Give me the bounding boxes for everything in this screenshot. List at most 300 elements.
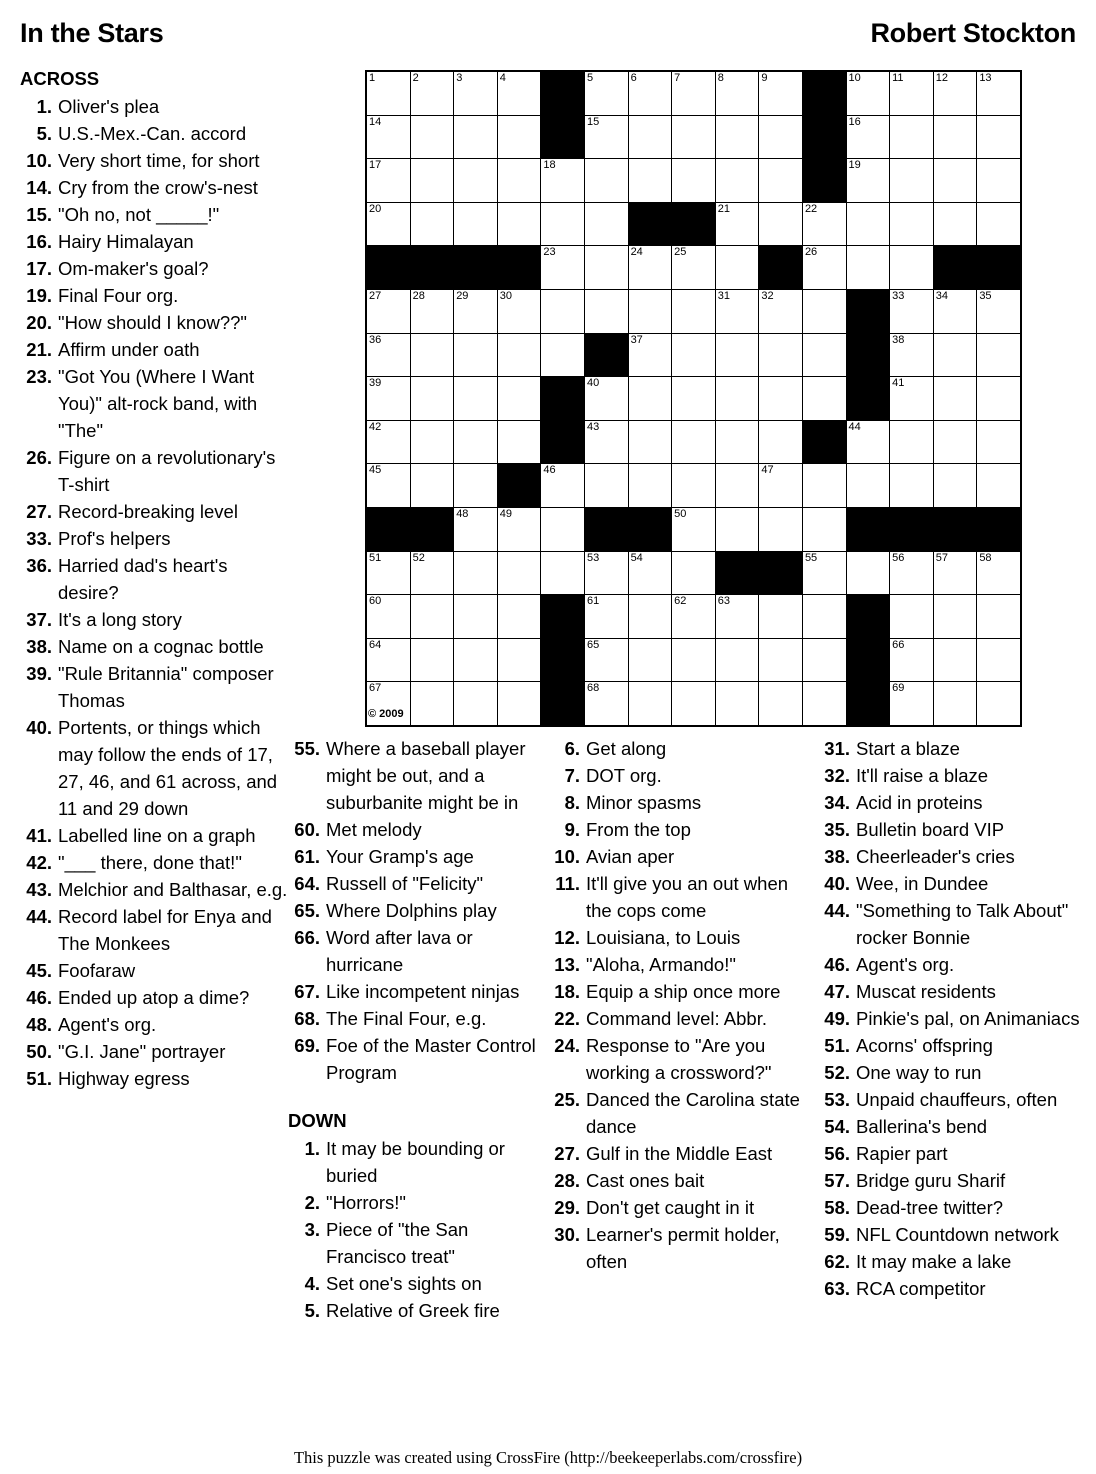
grid-cell[interactable]	[584, 420, 628, 464]
grid-cell[interactable]	[933, 682, 977, 726]
grid-cell[interactable]	[454, 551, 498, 595]
clue-number: 61.	[294, 846, 320, 867]
grid-cell[interactable]	[759, 333, 803, 377]
grid-cell[interactable]	[715, 377, 759, 421]
grid-cell[interactable]	[584, 289, 628, 333]
clue-item[interactable]	[288, 735, 536, 816]
grid-cell[interactable]	[454, 595, 498, 639]
grid-cell[interactable]	[846, 159, 890, 203]
clue-item[interactable]	[548, 789, 800, 816]
clue-item[interactable]	[20, 255, 288, 282]
grid-cell[interactable]	[715, 289, 759, 333]
clue-item[interactable]	[288, 1135, 536, 1189]
grid-cell[interactable]	[628, 551, 672, 595]
grid-cell[interactable]	[890, 595, 934, 639]
grid-cell[interactable]	[628, 333, 672, 377]
grid-cell[interactable]	[628, 71, 672, 115]
grid-cell[interactable]	[890, 71, 934, 115]
grid-cell[interactable]	[454, 420, 498, 464]
clue-item[interactable]	[20, 498, 288, 525]
grid-block-cell	[846, 595, 890, 639]
grid-cell[interactable]	[933, 202, 977, 246]
grid-cell[interactable]	[977, 420, 1021, 464]
grid-cell[interactable]	[454, 333, 498, 377]
clue-item[interactable]	[548, 762, 800, 789]
grid-cell[interactable]	[497, 159, 541, 203]
grid-cell[interactable]	[497, 333, 541, 377]
clue-item[interactable]	[818, 762, 1080, 789]
grid-table[interactable]	[365, 70, 1022, 727]
grid-cell[interactable]	[410, 595, 454, 639]
clue-item[interactable]	[548, 951, 800, 978]
clue-item[interactable]	[818, 1086, 1080, 1113]
grid-cell[interactable]	[715, 595, 759, 639]
grid-cell[interactable]	[977, 682, 1021, 726]
grid-cell[interactable]	[890, 333, 934, 377]
clue-item[interactable]	[288, 1005, 536, 1032]
grid-cell[interactable]	[366, 377, 410, 421]
grid-cell[interactable]	[410, 159, 454, 203]
grid-cell[interactable]	[584, 246, 628, 290]
grid-cell[interactable]	[497, 595, 541, 639]
grid-cell[interactable]	[672, 377, 716, 421]
across-clue-list	[20, 93, 288, 1092]
clue-item[interactable]	[20, 525, 288, 552]
clue-item[interactable]	[288, 1216, 536, 1270]
grid-cell[interactable]	[846, 71, 890, 115]
grid-cell[interactable]	[759, 638, 803, 682]
grid-cell[interactable]	[977, 638, 1021, 682]
clue-text: Unpaid chauffeurs, often	[856, 1089, 1058, 1110]
grid-cell[interactable]	[410, 333, 454, 377]
grid-cell[interactable]	[759, 289, 803, 333]
grid-block-cell	[410, 507, 454, 551]
grid-cell[interactable]	[366, 289, 410, 333]
grid-cell[interactable]	[497, 551, 541, 595]
clue-item[interactable]	[288, 978, 536, 1005]
grid-cell[interactable]	[366, 71, 410, 115]
puzzle-author: Robert Stockton	[870, 18, 1076, 48]
clue-item[interactable]	[288, 870, 536, 897]
grid-cell[interactable]	[846, 551, 890, 595]
clue-item[interactable]	[20, 660, 288, 714]
grid-cell[interactable]	[410, 377, 454, 421]
grid-cell[interactable]	[410, 464, 454, 508]
grid-cell[interactable]	[366, 420, 410, 464]
grid-cell[interactable]	[410, 638, 454, 682]
grid-cell[interactable]	[497, 71, 541, 115]
clue-item[interactable]	[20, 444, 288, 498]
grid-cell[interactable]	[497, 638, 541, 682]
grid-cell[interactable]	[715, 464, 759, 508]
grid-cell[interactable]	[759, 159, 803, 203]
grid-block-cell	[541, 377, 585, 421]
clue-item[interactable]	[818, 816, 1080, 843]
grid-cell[interactable]	[890, 464, 934, 508]
grid-cell[interactable]	[628, 420, 672, 464]
grid-cell[interactable]	[410, 682, 454, 726]
grid-cell[interactable]	[584, 595, 628, 639]
clue-item[interactable]	[818, 1221, 1080, 1248]
grid-cell[interactable]	[541, 507, 585, 551]
grid-cell[interactable]	[715, 159, 759, 203]
clue-item[interactable]	[20, 228, 288, 255]
grid-cell[interactable]	[497, 289, 541, 333]
clue-item[interactable]	[548, 735, 800, 762]
grid-cell[interactable]	[497, 202, 541, 246]
grid-cell[interactable]	[977, 202, 1021, 246]
clue-item[interactable]	[548, 1140, 800, 1167]
grid-cell[interactable]	[715, 638, 759, 682]
grid-cell[interactable]	[541, 464, 585, 508]
grid-cell[interactable]	[541, 202, 585, 246]
grid-cell[interactable]	[541, 159, 585, 203]
grid-cell[interactable]	[933, 551, 977, 595]
grid-cell[interactable]	[802, 202, 846, 246]
grid-cell[interactable]	[584, 551, 628, 595]
grid-cell[interactable]	[366, 595, 410, 639]
grid-cell[interactable]	[846, 420, 890, 464]
grid-cell[interactable]	[802, 682, 846, 726]
clue-item[interactable]	[20, 1065, 288, 1092]
grid-cell-number: 41	[892, 377, 905, 390]
clue-item[interactable]	[20, 93, 288, 120]
grid-cell[interactable]	[933, 595, 977, 639]
grid-cell[interactable]	[672, 638, 716, 682]
clue-item[interactable]	[288, 1032, 536, 1086]
clue-item[interactable]	[818, 843, 1080, 870]
grid-block-cell	[497, 464, 541, 508]
grid-cell[interactable]	[454, 202, 498, 246]
grid-cell[interactable]	[628, 595, 672, 639]
grid-cell[interactable]	[584, 159, 628, 203]
grid-cell[interactable]	[672, 682, 716, 726]
grid-cell[interactable]	[454, 507, 498, 551]
grid-row	[366, 551, 1021, 595]
grid-cell[interactable]	[933, 638, 977, 682]
clue-item[interactable]	[818, 1032, 1080, 1059]
grid-cell[interactable]	[715, 333, 759, 377]
grid-cell[interactable]	[759, 507, 803, 551]
clue-item[interactable]	[818, 951, 1080, 978]
grid-cell[interactable]	[933, 115, 977, 159]
grid-cell[interactable]	[366, 551, 410, 595]
clue-item[interactable]	[20, 147, 288, 174]
clue-number: 42.	[26, 852, 52, 873]
grid-cell-number: 2	[412, 72, 419, 84]
clue-item[interactable]	[288, 897, 536, 924]
grid-cell[interactable]	[584, 115, 628, 159]
grid-cell[interactable]	[672, 71, 716, 115]
clue-number: 10.	[26, 150, 52, 171]
grid-cell[interactable]	[672, 333, 716, 377]
grid-cell[interactable]	[802, 638, 846, 682]
grid-cell[interactable]	[628, 246, 672, 290]
clue-item[interactable]	[288, 816, 536, 843]
clue-text: Ended up atop a dime?	[58, 987, 250, 1008]
grid-cell[interactable]	[584, 464, 628, 508]
grid-cell[interactable]	[890, 246, 934, 290]
clue-item[interactable]	[20, 552, 288, 606]
clue-number: 45.	[26, 960, 52, 981]
clue-item[interactable]	[548, 816, 800, 843]
clue-item[interactable]	[288, 1297, 536, 1324]
clue-item[interactable]	[818, 1194, 1080, 1221]
clue-item[interactable]	[818, 978, 1080, 1005]
clue-number: 40.	[824, 873, 850, 894]
grid-cell[interactable]	[584, 682, 628, 726]
grid-cell[interactable]	[497, 420, 541, 464]
grid-cell-number: 54	[630, 551, 643, 564]
clue-item[interactable]	[548, 924, 800, 951]
clue-item[interactable]	[818, 897, 1080, 951]
grid-cell[interactable]	[802, 289, 846, 333]
grid-cell[interactable]	[977, 333, 1021, 377]
grid-cell[interactable]	[628, 159, 672, 203]
clue-item[interactable]	[818, 870, 1080, 897]
clue-item[interactable]	[288, 843, 536, 870]
clue-item[interactable]	[548, 1032, 800, 1086]
grid-cell[interactable]	[410, 289, 454, 333]
grid-cell[interactable]	[454, 71, 498, 115]
clue-item[interactable]	[20, 984, 288, 1011]
grid-cell[interactable]	[759, 595, 803, 639]
grid-cell[interactable]	[715, 420, 759, 464]
grid-cell[interactable]	[366, 115, 410, 159]
clue-item[interactable]	[548, 1005, 800, 1032]
clue-number: 33.	[26, 528, 52, 549]
grid-cell[interactable]	[977, 551, 1021, 595]
clue-item[interactable]	[20, 120, 288, 147]
grid-cell[interactable]	[410, 551, 454, 595]
grid-cell[interactable]	[846, 202, 890, 246]
grid-cell[interactable]	[802, 551, 846, 595]
grid-cell[interactable]	[497, 507, 541, 551]
grid-cell[interactable]	[366, 464, 410, 508]
clue-text: Response to "Are you working a crossword?"	[586, 1035, 772, 1083]
grid-cell[interactable]	[715, 202, 759, 246]
clue-item[interactable]	[288, 1270, 536, 1297]
clue-item[interactable]	[288, 924, 536, 978]
grid-cell[interactable]	[410, 115, 454, 159]
clue-item[interactable]	[20, 309, 288, 336]
grid-cell[interactable]	[628, 464, 672, 508]
grid-cell[interactable]	[890, 551, 934, 595]
grid-cell[interactable]	[541, 333, 585, 377]
grid-cell[interactable]	[933, 71, 977, 115]
grid-block-cell	[977, 246, 1021, 290]
grid-cell[interactable]	[933, 159, 977, 203]
clue-item[interactable]	[548, 1086, 800, 1140]
grid-cell[interactable]	[759, 377, 803, 421]
grid-cell[interactable]	[672, 464, 716, 508]
grid-cell[interactable]	[933, 420, 977, 464]
grid-cell[interactable]	[759, 420, 803, 464]
grid-cell[interactable]	[584, 202, 628, 246]
grid-cell[interactable]	[541, 289, 585, 333]
clue-item[interactable]	[818, 1248, 1080, 1275]
grid-cell[interactable]	[584, 638, 628, 682]
grid-cell[interactable]	[672, 551, 716, 595]
clue-item[interactable]	[20, 876, 288, 903]
grid-cell[interactable]	[454, 638, 498, 682]
grid-cell[interactable]	[977, 115, 1021, 159]
grid-cell[interactable]	[759, 202, 803, 246]
grid-cell-number: 63	[717, 595, 730, 608]
grid-cell[interactable]	[366, 159, 410, 203]
clue-item[interactable]	[548, 843, 800, 870]
grid-cell[interactable]	[933, 333, 977, 377]
clue-item[interactable]	[20, 282, 288, 309]
grid-row	[366, 159, 1021, 203]
grid-cell[interactable]	[890, 289, 934, 333]
grid-cell[interactable]	[454, 377, 498, 421]
clue-text: It may make a lake	[856, 1251, 1012, 1272]
grid-cell[interactable]	[672, 115, 716, 159]
grid-cell[interactable]	[584, 377, 628, 421]
clue-item[interactable]	[20, 606, 288, 633]
clue-item[interactable]	[818, 1140, 1080, 1167]
grid-cell[interactable]	[672, 420, 716, 464]
clue-item[interactable]	[548, 978, 800, 1005]
clue-item[interactable]	[20, 633, 288, 660]
grid-cell[interactable]	[497, 115, 541, 159]
grid-cell[interactable]	[410, 202, 454, 246]
grid-cell[interactable]	[802, 595, 846, 639]
grid-cell[interactable]	[802, 464, 846, 508]
grid-cell[interactable]	[672, 507, 716, 551]
grid-cell[interactable]	[454, 682, 498, 726]
clue-item[interactable]	[818, 1275, 1080, 1302]
clue-item[interactable]	[818, 1113, 1080, 1140]
grid-cell[interactable]	[541, 551, 585, 595]
grid-cell[interactable]	[366, 638, 410, 682]
grid-cell[interactable]	[802, 507, 846, 551]
clue-item[interactable]	[20, 201, 288, 228]
grid-cell[interactable]	[890, 377, 934, 421]
grid-cell[interactable]	[759, 71, 803, 115]
grid-cell[interactable]	[410, 420, 454, 464]
grid-cell[interactable]	[977, 71, 1021, 115]
grid-cell[interactable]	[933, 289, 977, 333]
crossword-grid[interactable]	[365, 70, 1022, 727]
grid-cell[interactable]	[672, 595, 716, 639]
grid-block-cell	[541, 682, 585, 726]
clue-item[interactable]	[20, 174, 288, 201]
grid-cell[interactable]	[890, 115, 934, 159]
grid-row	[366, 420, 1021, 464]
clue-item[interactable]	[20, 1011, 288, 1038]
clue-item[interactable]	[818, 1005, 1080, 1032]
grid-cell[interactable]	[846, 246, 890, 290]
grid-cell[interactable]	[977, 377, 1021, 421]
clue-item[interactable]	[548, 1221, 800, 1275]
grid-cell[interactable]	[933, 464, 977, 508]
grid-cell[interactable]	[497, 377, 541, 421]
grid-cell[interactable]	[366, 202, 410, 246]
clue-text: Where Dolphins play	[326, 900, 497, 921]
clue-item[interactable]	[818, 1059, 1080, 1086]
grid-cell[interactable]	[846, 464, 890, 508]
grid-cell[interactable]	[802, 377, 846, 421]
clue-item[interactable]	[20, 336, 288, 363]
grid-cell[interactable]	[672, 289, 716, 333]
down-clues-column-2	[548, 735, 800, 1275]
grid-cell[interactable]	[759, 464, 803, 508]
clue-number: 3.	[304, 1219, 320, 1240]
grid-cell[interactable]	[497, 682, 541, 726]
grid-cell[interactable]	[628, 638, 672, 682]
clue-item[interactable]	[288, 1189, 536, 1216]
grid-cell[interactable]	[454, 289, 498, 333]
grid-cell[interactable]	[628, 682, 672, 726]
grid-cell[interactable]	[715, 115, 759, 159]
grid-cell[interactable]	[977, 289, 1021, 333]
grid-cell[interactable]	[672, 246, 716, 290]
grid-cell[interactable]	[584, 71, 628, 115]
grid-cell[interactable]	[628, 377, 672, 421]
grid-cell[interactable]	[846, 115, 890, 159]
grid-cell[interactable]	[977, 595, 1021, 639]
grid-cell[interactable]	[759, 115, 803, 159]
grid-cell[interactable]	[890, 202, 934, 246]
grid-cell[interactable]	[410, 71, 454, 115]
grid-cell[interactable]	[890, 159, 934, 203]
grid-cell[interactable]	[802, 246, 846, 290]
clue-number: 67.	[294, 981, 320, 1002]
clue-item[interactable]	[818, 789, 1080, 816]
grid-cell[interactable]	[628, 115, 672, 159]
grid-cell[interactable]	[759, 682, 803, 726]
clue-item[interactable]	[20, 903, 288, 957]
grid-cell[interactable]	[977, 464, 1021, 508]
clue-item[interactable]	[20, 363, 288, 444]
clue-item[interactable]	[20, 957, 288, 984]
grid-block-cell	[759, 246, 803, 290]
grid-cell-number: 69	[892, 682, 905, 695]
grid-cell[interactable]	[977, 159, 1021, 203]
grid-cell[interactable]	[454, 159, 498, 203]
grid-cell[interactable]	[890, 682, 934, 726]
grid-cell-number: 46	[543, 464, 556, 477]
grid-cell[interactable]	[933, 377, 977, 421]
clue-item[interactable]	[548, 1194, 800, 1221]
grid-cell[interactable]	[672, 159, 716, 203]
grid-cell[interactable]	[366, 333, 410, 377]
clue-item[interactable]	[20, 822, 288, 849]
grid-cell[interactable]	[890, 638, 934, 682]
clue-item[interactable]	[20, 1038, 288, 1065]
grid-cell[interactable]	[715, 682, 759, 726]
grid-cell[interactable]	[454, 464, 498, 508]
clue-item[interactable]	[818, 735, 1080, 762]
clue-item[interactable]	[548, 1167, 800, 1194]
clue-item[interactable]	[20, 714, 288, 822]
grid-cell[interactable]	[454, 115, 498, 159]
grid-cell[interactable]	[715, 246, 759, 290]
grid-cell[interactable]	[802, 333, 846, 377]
grid-cell[interactable]	[541, 246, 585, 290]
clue-item[interactable]	[818, 1167, 1080, 1194]
grid-block-cell	[541, 71, 585, 115]
clue-item[interactable]	[20, 849, 288, 876]
grid-cell[interactable]	[890, 420, 934, 464]
grid-cell[interactable]	[715, 71, 759, 115]
grid-cell[interactable]	[628, 289, 672, 333]
clue-number: 49.	[824, 1008, 850, 1029]
grid-cell[interactable]	[715, 507, 759, 551]
clue-item[interactable]	[548, 870, 800, 924]
